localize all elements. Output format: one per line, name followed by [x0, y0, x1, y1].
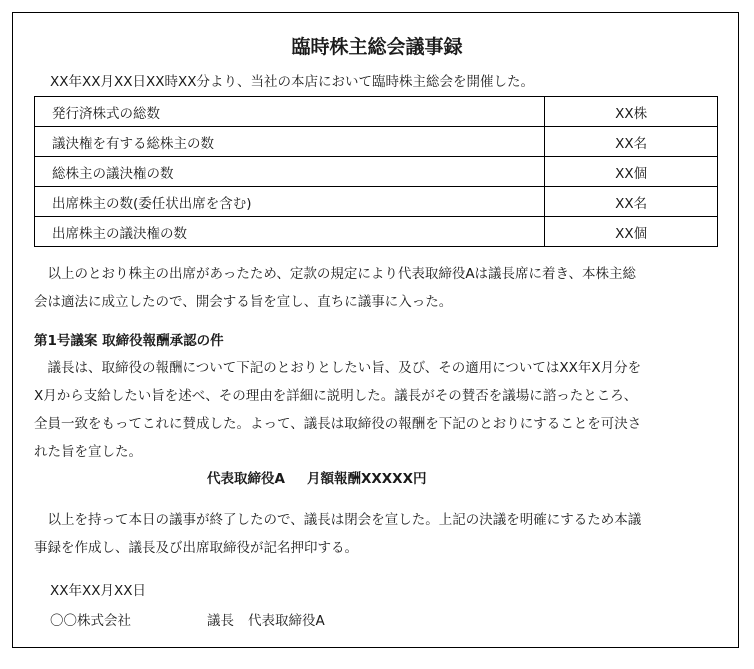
- table-row: [35, 217, 718, 247]
- intro-text: XX年XX月XX日XX時XX分より、当社の本店において臨時株主総会を開催した。: [50, 74, 534, 90]
- table-cell-value: XX個: [545, 217, 718, 247]
- agenda-heading: 第1号議案 取締役報酬承認の件: [34, 333, 224, 349]
- signer-name: 代表取締役A: [248, 613, 325, 629]
- opening-paragraph: [34, 260, 718, 316]
- closing-paragraph: [34, 506, 718, 562]
- table-row: [35, 127, 718, 157]
- company-name: 〇〇株式会社: [50, 613, 131, 629]
- remuneration-amount: 月額報酬XXXXX円: [306, 471, 427, 487]
- paragraph-line: 全員一致をもってこれに賛成した。よって、議長は取締役の報酬を下記のとおりにすることを可決さ: [34, 416, 642, 432]
- remuneration-line: [207, 470, 427, 488]
- table-row: [35, 97, 718, 127]
- paragraph-line: 事録を作成し、議長及び出席取締役が記名押印する。: [34, 540, 358, 556]
- signer-role: 議長: [207, 613, 234, 629]
- paragraph-line: X月から支給したい旨を述べ、その理由を詳細に説明した。議長がその賛否を議場に諮ったところ、: [34, 388, 638, 404]
- remuneration-person: 代表取締役A: [207, 471, 285, 487]
- paragraph-line: れた旨を宣した。: [34, 444, 142, 460]
- signer: [207, 612, 325, 630]
- paragraph-line: 議長は、取締役の報酬について下記のとおりとしたい旨、及び、その適用についてはXX年X月分を: [47, 360, 642, 376]
- table-row: [35, 187, 718, 217]
- table-cell-label: 出席株主の数(委任状出席を含む): [35, 187, 545, 217]
- table-cell-value: XX個: [545, 157, 718, 187]
- table-cell-value: XX名: [545, 187, 718, 217]
- table-cell-label: 出席株主の議決権の数: [35, 217, 545, 247]
- paragraph-line: 会は適法に成立したので、開会する旨を宣し、直ちに議事に入った。: [34, 294, 453, 310]
- table-cell-value: XX名: [545, 127, 718, 157]
- shareholder-info-table: [34, 96, 718, 247]
- table-cell-value: XX株: [545, 97, 718, 127]
- table-cell-label: 発行済株式の総数: [35, 97, 545, 127]
- paragraph-line: 以上のとおり株主の出席があったため、定款の規定により代表取締役Aは議長席に着き、本株主総: [47, 266, 637, 282]
- paragraph-line: 以上を持って本日の議事が終了したので、議長は閉会を宣した。上記の決議を明確にするため本議: [47, 512, 642, 528]
- table-cell-label: 議決権を有する総株主の数: [35, 127, 545, 157]
- table-row: [35, 157, 718, 187]
- document-title: 臨時株主総会議事録: [291, 36, 463, 58]
- document-date: XX年XX月XX日: [50, 583, 146, 599]
- table-cell-label: 総株主の議決権の数: [35, 157, 545, 187]
- agenda-paragraph: [34, 354, 718, 466]
